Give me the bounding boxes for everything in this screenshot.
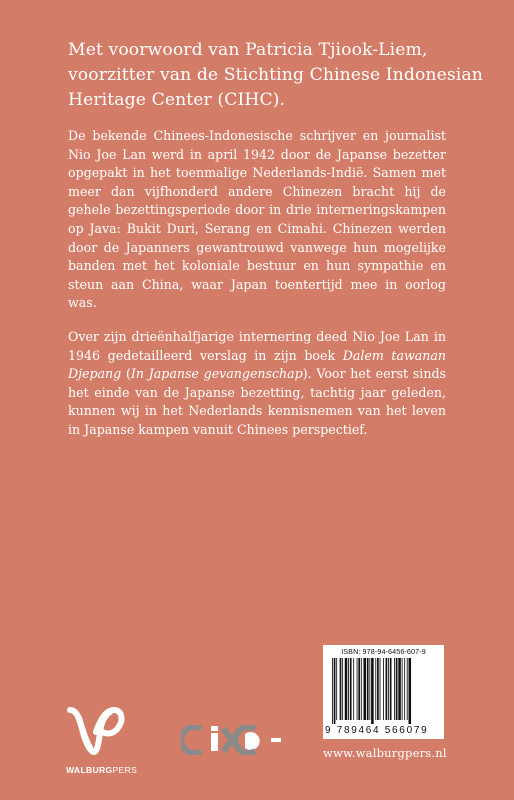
publisher-name-light: PERS: [112, 765, 138, 775]
isbn-digits: 9 789464 566079: [325, 725, 429, 736]
description-paragraph-2: [68, 328, 446, 440]
description-paragraph-1: De bekende Chinees-Indonesische schrijver en journalist Nio Joe Lan werd in april 1942 door de Japanse bezetter opgepakt in het toenmalige Nederlands-Indië. Samen met meer dan vijfhonderd andere Chinezen bracht hij de gehele bezettingsperiode door in drie interneringskampen op Java: Bukit Duri, Serang en Cimahi. Chinezen werden door de Japanners gewantrouwd vanwege hun mogelijke banden met het koloniale bestuur en hun sympathie en steun aan China, waar Japan toentertijd mee in oorlog was.: [68, 128, 446, 311]
paragraph-2-part-2: (: [121, 366, 131, 382]
publisher-website: www.walburgpers.nl: [323, 746, 447, 760]
isbn-barcode: [323, 645, 444, 739]
barcode-icon: [332, 658, 436, 724]
intro-text: Met voorwoord van Patricia Tjiook-Liem, voorzitter van de Stichting Chinese Indonesian Heritage Center (CIHC).: [68, 40, 483, 110]
publisher-name: [66, 765, 137, 775]
paragraph-2-part-1: Over zijn drieënhalfjarige internering deed Nio Joe Lan in 1946 gedetailleerd verslag in zijn boek: [68, 329, 446, 363]
isbn-label: ISBN: 978-94-6456-607-9: [341, 647, 426, 656]
cihc-logo-icon: [181, 725, 290, 755]
paragraph-2-part-3: ). Voor het eerst sinds het einde van de Japanse bezetting, tachtig jaar geleden, kunnen wij in het Nederlands kennisnemen van het leven in Japanse kampen vanuit Chinees perspectief.: [68, 366, 446, 437]
book-title-dutch: In Japanse gevangenschap: [130, 366, 303, 382]
book-title-malay: Dalem tawanan Djepang: [68, 347, 447, 382]
publisher-name-bold: WALBURG: [66, 765, 113, 775]
walburg-pers-logo-icon: [66, 702, 126, 760]
